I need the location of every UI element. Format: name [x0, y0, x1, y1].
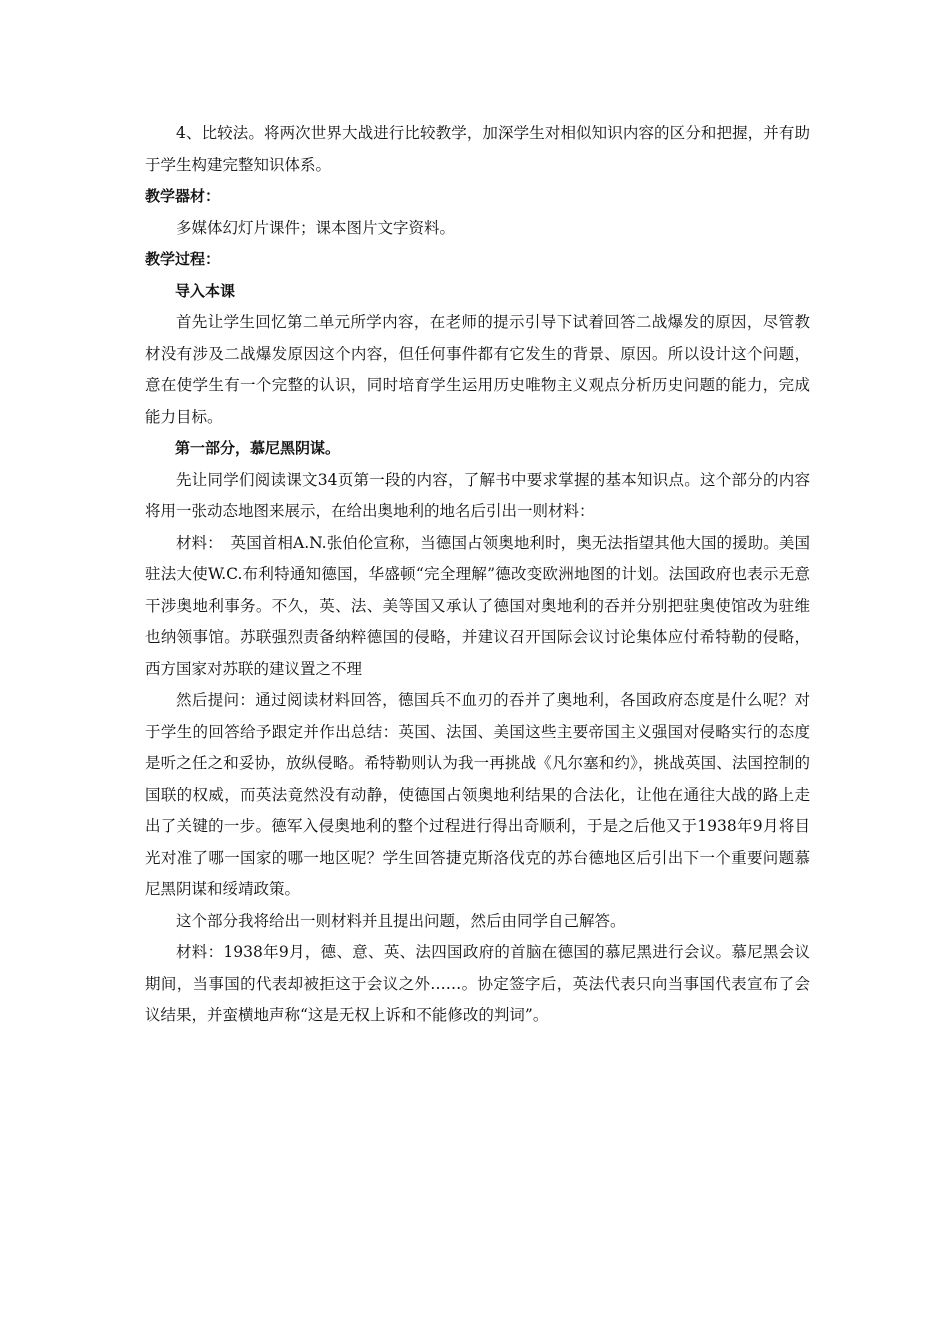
- subheading-munich-conspiracy: 第一部分，慕尼黑阴谋。: [175, 439, 341, 457]
- paragraph-material-munich: 材料：1938年9月，德、意、英、法四国政府的首脑在德国的慕尼黑进行会议。慕尼黑会议期间，当事国的代表却被拒这于会议之外……。协定签字后，英法代表只向当事国代表宣布了会议结果，并蛮横地声称“这是无权上诉和不能修改的判词”。: [145, 943, 810, 1024]
- paragraph-equipment-list: 多媒体幻灯片课件；课本图片文字资料。: [176, 218, 456, 237]
- paragraph-material-intro: 这个部分我将给出一则材料并且提出问题，然后由同学自己解答。: [176, 911, 626, 930]
- document-page: [145, 118, 810, 1032]
- paragraph-intro-body: 首先让学生回忆第二单元所学内容，在老师的提示引导下试着回答二战爆发的原因，尽管教材没有涉及二战爆发原因这个内容，但任何事件都有它发生的背景、原因。所以设计这个问题，意在使学生有一个完整的认识，同时培育学生运用历史唯物主义观点分析历史问题的能力，完成能力目标。: [145, 313, 810, 426]
- paragraph-material-austria: 材料： 英国首相A.N.张伯伦宣称，当德国占领奥地利时，奥无法指望其他大国的援助。美国驻法大使W.C.布利特通知德国，华盛顿“完全理解”德改变欧洲地图的计划。法国政府也表示无意干涉奥地利事务。不久，英、法、美等国又承认了德国对奥地利的吞并分别把驻奥使馆改为驻维也纳领事馆。苏联强烈责备纳粹德国的侵略，并建议召开国际会议讨论集体应付希特勒的侵略，西方国家对苏联的建议置之不理: [145, 533, 810, 678]
- paragraph-reading-task: 先让同学们阅读课文34页第一段的内容，了解书中要求掌握的基本知识点。这个部分的内容将用一张动态地图来展示，在给出奥地利的地名后引出一则材料：: [145, 470, 810, 520]
- paragraph-comparison-method: 4、比较法。将两次世界大战进行比较教学，加深学生对相似知识内容的区分和把握，并有助于学生构建完整知识体系。: [145, 124, 810, 174]
- subheading-lesson-intro: 导入本课: [175, 281, 236, 300]
- heading-teaching-equipment: 教学器材：: [145, 187, 221, 205]
- heading-teaching-process: 教学过程：: [145, 250, 221, 268]
- paragraph-question-summary: 然后提问：通过阅读材料回答，德国兵不血刃的吞并了奥地利，各国政府态度是什么呢？对于学生的回答给予跟定并作出总结：英国、法国、美国这些主要帝国主义强国对侵略实行的态度是听之任之和妥协，放纵侵略。希特勒则认为我一再挑战《凡尔塞和约》，挑战英国、法国控制的国联的权威，而英法竟然没有动静，使德国占领奥地利结果的合法化，让他在通往大战的路上走出了关键的一步。德军入侵奥地利的整个过程进行得出奇顺利，于是之后他又于1938年9月将目光对准了哪一国家的哪一地区呢？学生回答捷克斯洛伐克的苏台德地区后引出下一个重要问题慕尼黑阴谋和绥靖政策。: [145, 691, 810, 898]
